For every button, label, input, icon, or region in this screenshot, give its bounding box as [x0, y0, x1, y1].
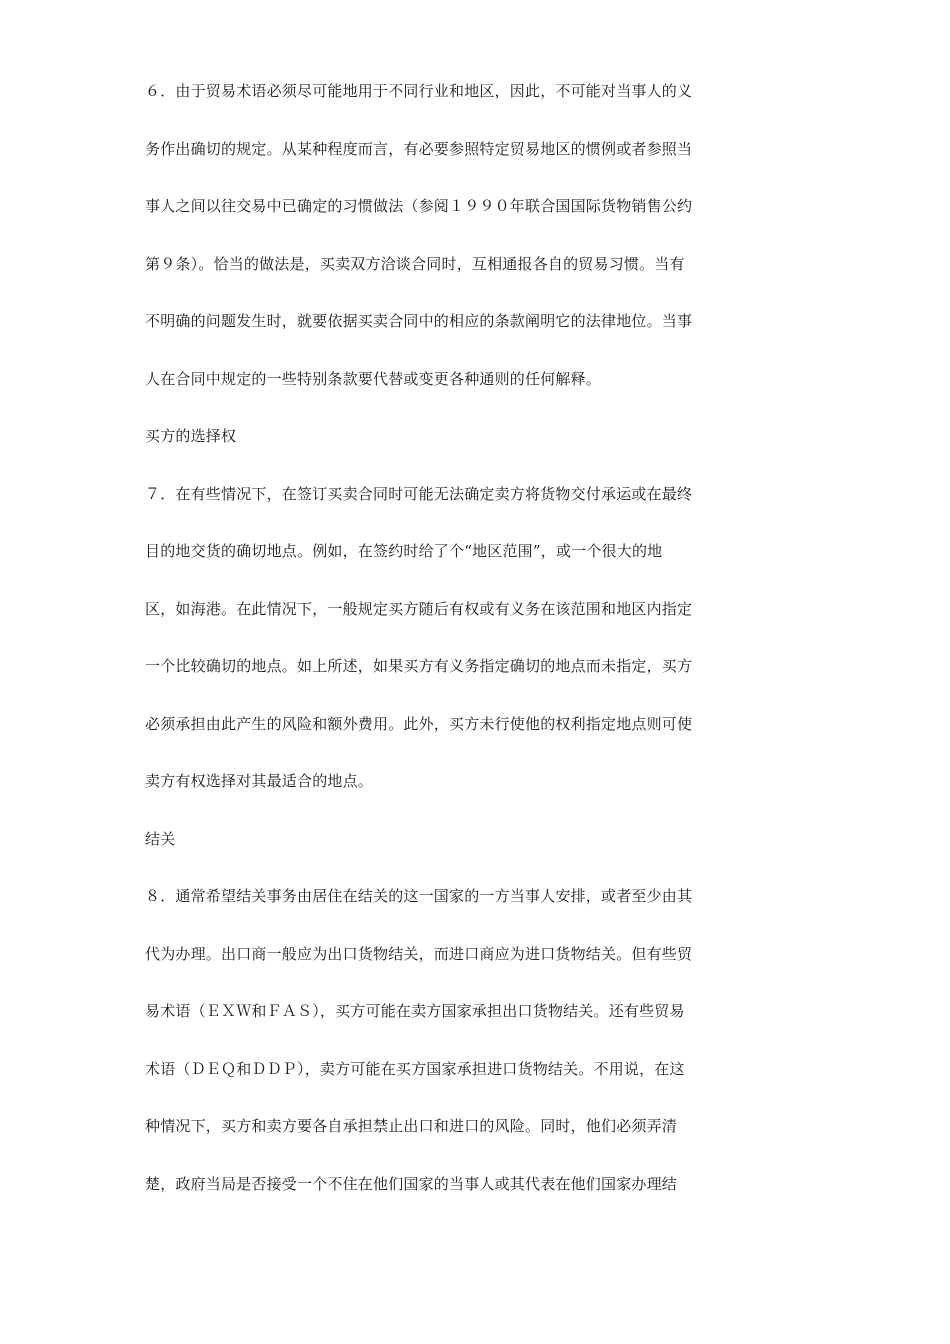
- paragraph-8-line-2: 代为办理。出口商一般应为出口货物结关，而进口商应为进口货物结关。但有些贸: [145, 945, 693, 963]
- paragraph-6-line-1: ６．由于贸易术语必须尽可能地用于不同行业和地区，因此，不可能对当事人的义: [145, 82, 693, 100]
- paragraph-8-line-4: 术语（ＤＥＱ和ＤＤＰ），卖方可能在买方国家承担进口货物结关。不用说，在这: [145, 1060, 685, 1078]
- paragraph-8-line-1: ８．通常希望结关事务由居住在结关的这一国家的一方当事人安排，或者至少由其: [145, 887, 693, 905]
- paragraph-8-line-6: 楚，政府当局是否接受一个不住在他们国家的当事人或其代表在他们国家办理结: [145, 1175, 678, 1193]
- paragraph-7-line-3: 区，如海港。在此情况下，一般规定买方随后有权或有义务在该范围和地区内指定: [145, 600, 693, 618]
- paragraph-7-line-4: 一个比较确切的地点。如上所述，如果买方有义务指定确切的地点而未指定，买方: [145, 657, 693, 675]
- section-heading-customs-clearance: 结关: [145, 830, 176, 848]
- section-heading-buyers-option: 买方的选择权: [145, 427, 237, 445]
- paragraph-6-line-3: 事人之间以往交易中已确定的习惯做法（参阅１９９０年联合国国际货物销售公约: [145, 197, 693, 215]
- paragraph-7-line-1: ７．在有些情况下，在签订买卖合同时可能无法确定卖方将货物交付承运或在最终: [145, 485, 693, 503]
- paragraph-6-line-5: 不明确的问题发生时，就要依据买卖合同中的相应的条款阐明它的法律地位。当事: [145, 312, 693, 330]
- paragraph-6-line-6: 人在合同中规定的一些特别条款要代替或变更各种通则的任何解释。: [145, 370, 602, 388]
- paragraph-8-line-5: 种情况下，买方和卖方要各自承担禁止出口和进口的风险。同时，他们必须弄清: [145, 1117, 678, 1135]
- paragraph-7-line-6: 卖方有权选择对其最适合的地点。: [145, 772, 374, 790]
- paragraph-8-line-3: 易术语（ＥＸＷ和ＦＡＳ），买方可能在卖方国家承担出口货物结关。还有些贸易: [145, 1002, 685, 1020]
- paragraph-7-line-5: 必须承担由此产生的风险和额外费用。此外，买方未行使他的权利指定地点则可使: [145, 715, 693, 733]
- paragraph-6-line-4: 第９条）。恰当的做法是，买卖双方洽谈合同时，互相通报各自的贸易习惯。当有: [145, 255, 685, 273]
- paragraph-6-line-2: 务作出确切的规定。从某种程度而言，有必要参照特定贸易地区的惯例或者参照当: [145, 140, 693, 158]
- paragraph-7-line-2: 目的地交货的确切地点。例如，在签约时给了个“地区范围”，或一个很大的地: [145, 542, 663, 560]
